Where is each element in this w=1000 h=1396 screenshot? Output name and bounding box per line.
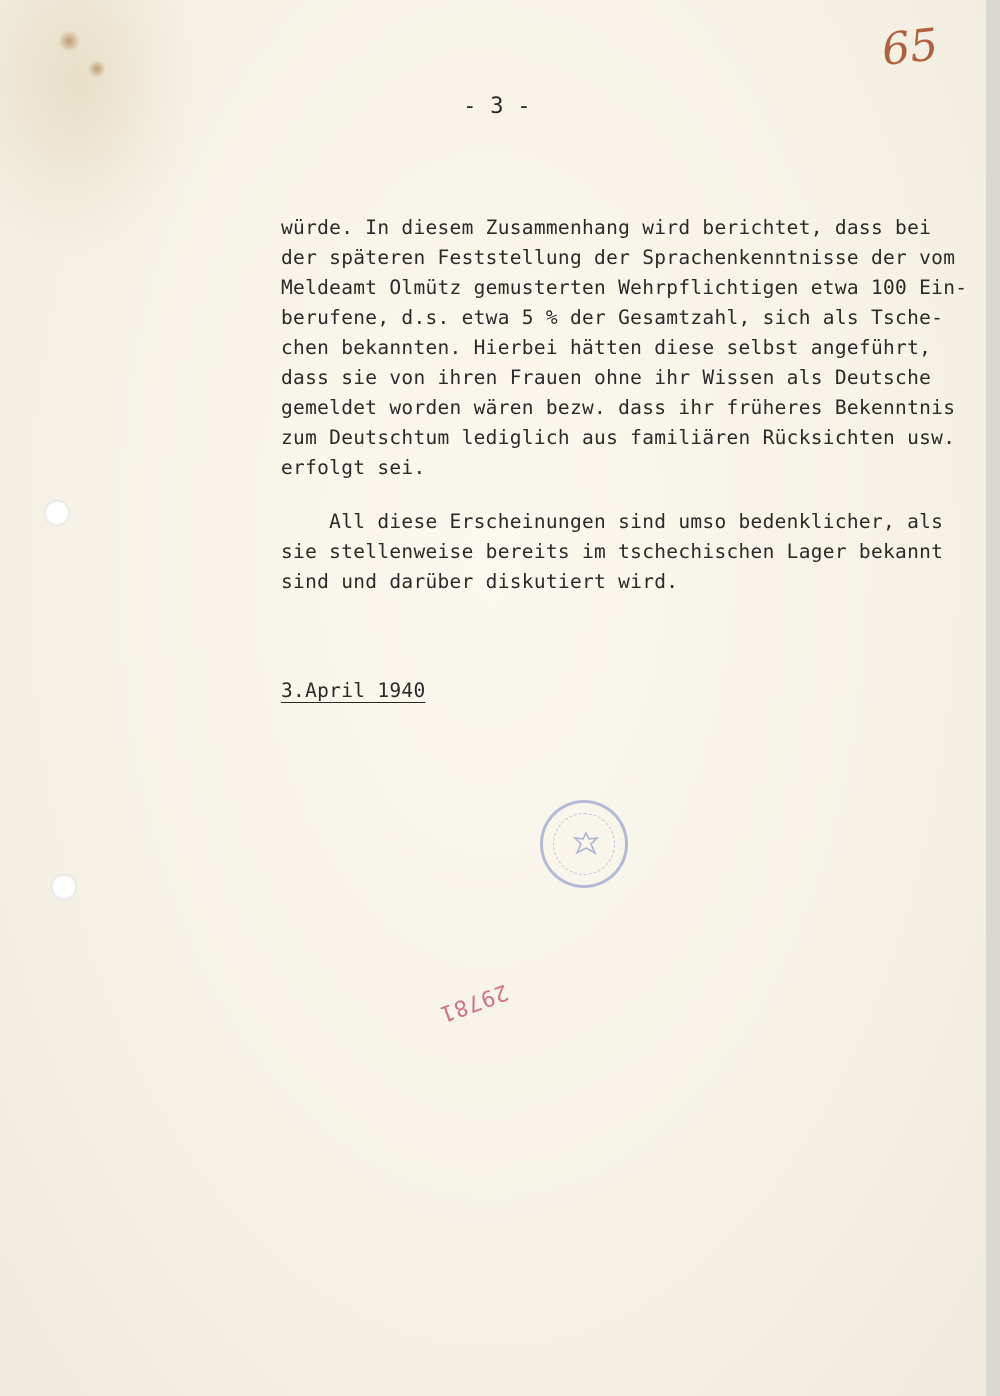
text-line: berufene, d.s. etwa 5 % der Gesamtzahl, sich als Tsche- [281, 306, 944, 329]
text-line: dass sie von ihren Frauen ohne ihr Wissen als Deutsche [281, 366, 932, 389]
text-line: würde. In diesem Zusammenhang wird berichtet, dass bei [281, 216, 932, 239]
rust-stain [88, 60, 106, 78]
text-line: sind und darüber diskutiert wird. [281, 570, 679, 593]
archive-stamp [540, 800, 628, 888]
text-line: gemeldet worden wären bezw. dass ihr früheres Bekenntnis [281, 396, 956, 419]
text-line: der späteren Feststellung der Sprachenkenntnisse der vom [281, 246, 956, 269]
text-line: All diese Erscheinungen sind umso bedenklicher, als [281, 510, 944, 533]
text-line: chen bekannten. Hierbei hätten diese selbst angeführt, [281, 336, 932, 359]
rust-stain [58, 30, 80, 52]
document-date: 3.April 1940 [281, 679, 426, 702]
archive-number-stamp: 29781 [435, 978, 512, 1027]
text-line: sie stellenweise bereits im tschechischen Lager bekannt [281, 540, 944, 563]
text-line: erfolgt sei. [281, 456, 426, 479]
handwritten-folio-number: 65 [879, 19, 941, 76]
text-line: zum Deutschtum lediglich aus familiären Rücksichten usw. [281, 426, 956, 449]
punch-hole [51, 874, 77, 900]
page-number: - 3 - [463, 94, 531, 119]
paragraph-2 [281, 507, 981, 597]
paragraph-1 [281, 213, 981, 483]
text-line: Meldeamt Olmütz gemusterten Wehrpflichtigen etwa 100 Ein- [281, 276, 968, 299]
eagle-emblem-icon [571, 829, 601, 859]
punch-hole [44, 500, 70, 526]
